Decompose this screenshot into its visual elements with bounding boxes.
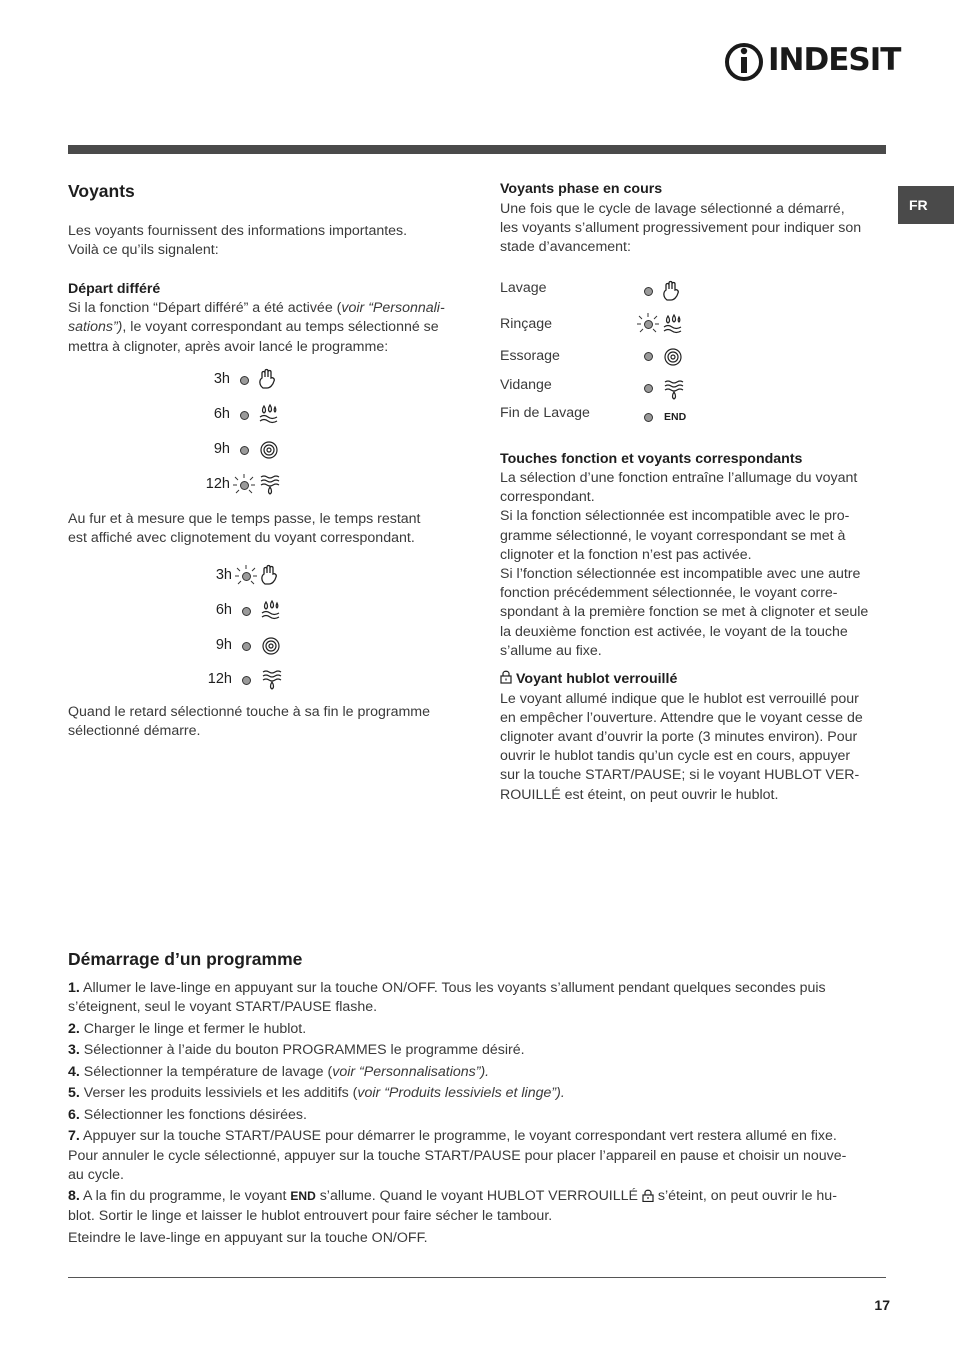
step-7: 7. Appuyer sur la touche START/PAUSE pour démarrer le programme, le voyant correspondant vert restera allumé en fixe. — [68, 1128, 837, 1144]
touches-line: la deuxième fonction est activée, le voyant de la touche — [500, 624, 848, 640]
indicator-led — [644, 287, 653, 296]
wash-hand-icon — [259, 564, 279, 586]
step-7-cont: au cycle. — [68, 1167, 124, 1183]
flash-rays-icon — [233, 474, 255, 496]
hublot-line: clignoter avant d’ouvrir la porte (3 minutes environ). Pour — [500, 729, 858, 745]
wash-hand-icon — [661, 280, 681, 302]
phase-line-2: les voyants s’allument progressivement pour indiquer son — [500, 220, 862, 236]
phase-line-1: Une fois que le cycle de lavage sélectionné a démarré, — [500, 201, 845, 217]
flash-rays-icon — [637, 313, 659, 335]
indicator-led — [242, 607, 251, 616]
step-final: Eteindre le lave-linge en appuyant sur la touche ON/OFF. — [68, 1230, 428, 1246]
step-8: 8. A la fin du programme, le voyant END s’allume. Quand le voyant HUBLOT VERROUILLÉ s’éteint, on peut ouvrir le hu- — [68, 1188, 837, 1204]
touches-line: s’allume au fixe. — [500, 643, 602, 659]
spin-icon — [259, 440, 279, 460]
step-5: 5. Verser les produits lessiviels et les additifs (voir “Produits lessiviels et linge”). — [68, 1085, 565, 1101]
middle-line-1: Au fur et à mesure que le temps passe, le temps restant — [68, 511, 421, 527]
indicator-led — [240, 376, 249, 385]
touches-line: Si l’fonction sélectionnée est incompatible avec une autre — [500, 566, 861, 582]
middle-line-2: est affiché avec clignotement du voyant correspondant. — [68, 530, 415, 546]
phase-title: Voyants phase en cours — [500, 181, 663, 197]
brand-name: INDESIT — [768, 42, 901, 78]
header-rule — [68, 145, 886, 154]
step-6: 6. Sélectionner les fonctions désirées. — [68, 1107, 307, 1123]
phase-label-lavage: Lavage — [500, 280, 547, 296]
delay-time-label: 3h — [213, 371, 230, 387]
drain-icon — [262, 669, 282, 691]
step-8-cont: blot. Sortir le linge et laisser le hublot entrouvert pour faire sécher le tambour. — [68, 1208, 553, 1224]
step-2: 2. Charger le linge et fermer le hublot. — [68, 1021, 307, 1037]
depart-title: Départ différé — [68, 281, 161, 297]
delay-time-label: 12h — [207, 671, 232, 687]
hublot-line: Le voyant allumé indique que le hublot est verrouillé pour — [500, 691, 859, 707]
step-1-cont: s’éteignent, seul le voyant START/PAUSE flashe. — [68, 999, 378, 1015]
delay-time-label: 3h — [215, 567, 232, 583]
end-label: END — [664, 411, 687, 423]
drain-icon — [260, 474, 280, 496]
rinse-icon — [663, 314, 683, 334]
hublot-title: Voyant hublot verrouillé — [516, 671, 678, 687]
end-label: END — [290, 1189, 316, 1203]
language-tab: FR — [898, 186, 954, 224]
phase-label-fin: Fin de Lavage — [500, 405, 590, 421]
touches-line: correspondant. — [500, 489, 595, 505]
end-line-1: Quand le retard sélectionné touche à sa fin le programme — [68, 704, 430, 720]
flash-rays-icon — [235, 565, 257, 587]
phase-label-essorage: Essorage — [500, 348, 560, 364]
indesit-logo-icon — [724, 40, 764, 84]
delay-time-label: 6h — [215, 602, 232, 618]
voyants-intro-1: Les voyants fournissent des informations importantes. — [68, 223, 408, 239]
hublot-line: ROUILLÉ est éteint, on peut ouvrir le hublot. — [500, 787, 779, 803]
step-1: 1. Allumer le lave-linge en appuyant sur la touche ON/OFF. Tous les voyants s’allument pendant quelques secondes puis — [68, 980, 826, 996]
delay-time-label: 12h — [205, 476, 230, 492]
step-4: 4. Sélectionner la température de lavage (voir “Personnalisations”). — [68, 1064, 490, 1080]
demarrage-title: Démarrage d’un programme — [68, 949, 303, 969]
phase-label-vidange: Vidange — [500, 377, 552, 393]
touches-line: Si la fonction sélectionnée est incompatible avec le pro- — [500, 508, 850, 524]
touches-line: La sélection d’une fonction entraîne l’allumage du voyant — [500, 470, 858, 486]
depart-line-2: sations”), le voyant correspondant au temps sélectionné se — [68, 319, 439, 335]
touches-line: fonction précédemment sélectionnée, le voyant corre- — [500, 585, 838, 601]
delay-time-label: 6h — [213, 406, 230, 422]
indicator-led — [644, 413, 653, 422]
touches-title: Touches fonction et voyants correspondants — [500, 451, 803, 467]
phase-line-3: stade d’avancement: — [500, 239, 631, 255]
delay-time-label: 9h — [213, 441, 230, 457]
rinse-icon — [259, 404, 279, 424]
touches-line: clignoter et la fonction n’est pas activée. — [500, 547, 752, 563]
indicator-led — [242, 642, 251, 651]
hublot-line: ouvrir le hublot tandis qu’un cycle est en cours, appuyer — [500, 748, 851, 764]
spin-icon — [663, 347, 683, 367]
rinse-icon — [261, 600, 281, 620]
indicator-led — [242, 676, 251, 685]
hublot-line: sur la touche START/PAUSE; si le voyant HUBLOT VER- — [500, 767, 860, 783]
drain-icon — [664, 379, 684, 401]
lock-icon — [500, 669, 512, 684]
phase-label-rincage: Rinçage — [500, 316, 553, 332]
depart-line-3: mettra à clignoter, après avoir lancé le programme: — [68, 339, 389, 355]
end-line-2: sélectionné démarre. — [68, 723, 201, 739]
wash-hand-icon — [257, 368, 277, 390]
indicator-led — [644, 352, 653, 361]
indicator-led — [644, 384, 653, 393]
lock-icon — [642, 1188, 654, 1202]
touches-line: spondant à la première fonction se met à clignoter et seule — [500, 604, 869, 620]
voyants-intro-2: Voilà ce qu’ils signalent: — [68, 242, 219, 258]
touches-line: gramme sélectionné, le voyant correspondant se met à — [500, 528, 846, 544]
indicator-led — [240, 411, 249, 420]
page-number: 17 — [874, 1297, 890, 1313]
voyants-title: Voyants — [68, 181, 135, 201]
indicator-led — [240, 446, 249, 455]
step-7-cont: Pour annuler le cycle sélectionné, appuyer sur la touche START/PAUSE pour placer l’appareil en pause et choisir un nouve- — [68, 1148, 847, 1164]
brand-logo — [724, 40, 901, 84]
spin-icon — [261, 636, 281, 656]
delay-time-label: 9h — [215, 637, 232, 653]
footer-rule — [68, 1277, 886, 1278]
depart-line-1: Si la fonction “Départ différé” a été activée (voir “Personnali- — [68, 300, 445, 316]
step-3: 3. Sélectionner à l’aide du bouton PROGRAMMES le programme désiré. — [68, 1042, 525, 1058]
hublot-line: en empêcher l’ouverture. Attendre que le voyant cesse de — [500, 710, 863, 726]
